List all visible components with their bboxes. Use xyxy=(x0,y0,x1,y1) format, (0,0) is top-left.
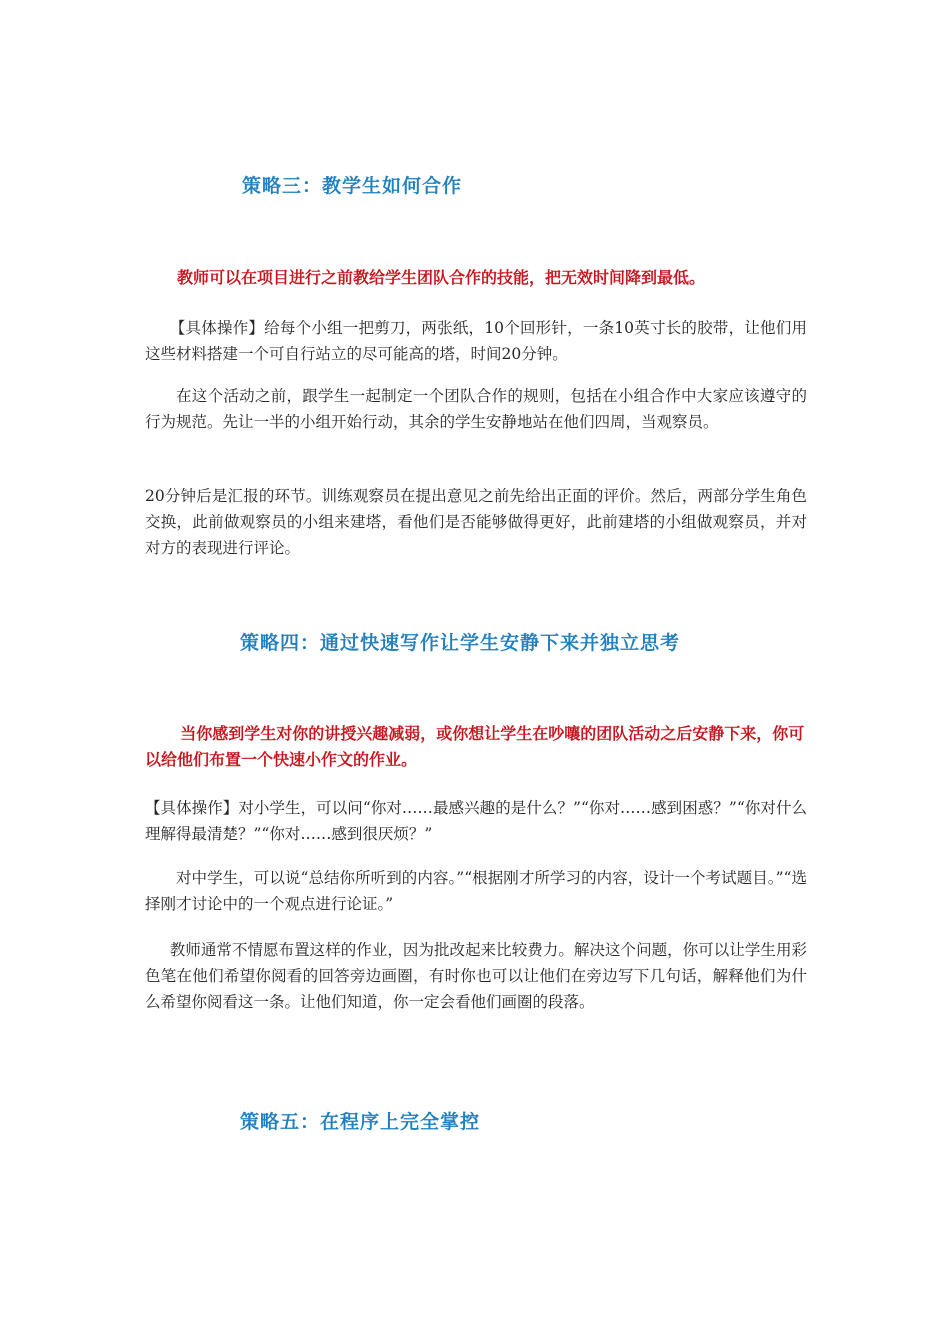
lead-paragraph-strategy-4: 当你感到学生对你的讲授兴趣减弱，或你想让学生在吵嚷的团队活动之后安静下来，你可以给他们布置一个快速小作文的作业。 xyxy=(145,724,805,769)
section-heading-strategy-5: 策略五：在程序上完全掌控 xyxy=(240,1111,481,1133)
section-heading-strategy-3: 策略三：教学生如何合作 xyxy=(242,175,463,197)
body-paragraph: 【具体操作】给每个小组一把剪刀，两张纸，10个回形针，一条10英寸长的胶带，让他们用这些材料搭建一个可自行站立的尽可能高的塔，时间20分钟。 xyxy=(145,319,807,363)
body-paragraph: 教师通常不情愿布置这样的作业，因为批改起来比较费力。解决这个问题，你可以让学生用彩色笔在他们希望你阅看的回答旁边画圈，有时你也可以让他们在旁边写下几句话，解释他们为什么希望你阅看这一条。让他们知道，你一定会看他们画圈的段落。 xyxy=(145,941,807,1011)
lead-paragraph-strategy-3: 教师可以在项目进行之前教给学生团队合作的技能，把无效时间降到最低。 xyxy=(177,268,706,287)
body-paragraph: 20分钟后是汇报的环节。训练观察员在提出意见之前先给出正面的评价。然后，两部分学生角色交换，此前做观察员的小组来建塔，看他们是否能够做得更好，此前建塔的小组做观察员，并对对方的表现进行评论。 xyxy=(145,487,807,557)
body-paragraph: 【具体操作】对小学生，可以问“你对……最感兴趣的是什么？”“你对……感到困惑？”“你对什么理解得最清楚？”“你对……感到很厌烦？” xyxy=(145,799,807,843)
section-heading-strategy-4: 策略四：通过快速写作让学生安静下来并独立思考 xyxy=(240,632,681,654)
body-paragraph: 在这个活动之前，跟学生一起制定一个团队合作的规则，包括在小组合作中大家应该遵守的行为规范。先让一半的小组开始行动，其余的学生安静地站在他们四周，当观察员。 xyxy=(145,387,807,431)
body-paragraph: 对中学生，可以说“总结你所听到的内容。”“根据刚才所学习的内容，设计一个考试题目。”“选择刚才讨论中的一个观点进行论证。” xyxy=(145,869,807,913)
